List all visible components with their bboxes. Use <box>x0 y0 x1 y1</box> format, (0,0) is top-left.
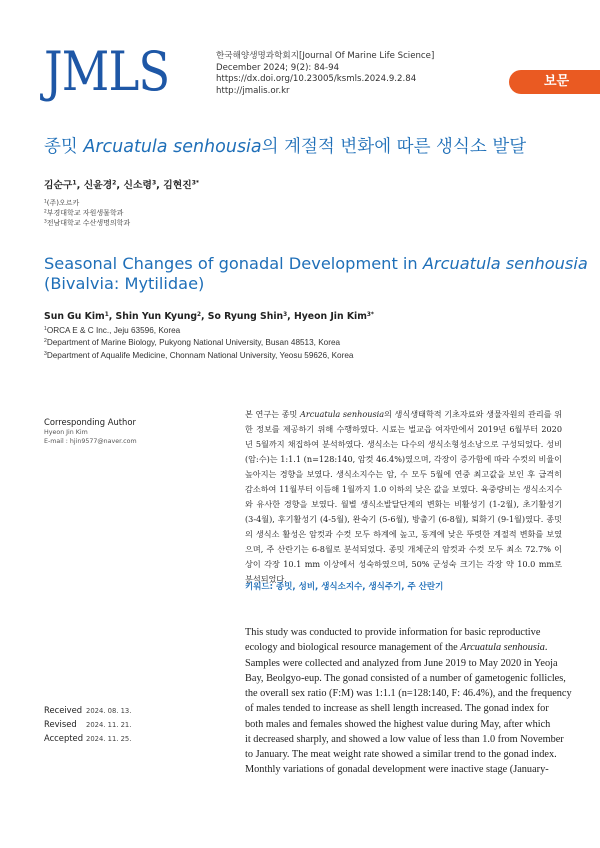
english-authors: Sun Gu Kim$^1$, Shin Yun Kyung$^2$, So Ryung Shin$^3$, Hyeon Jin Kim$^{3*}$ <box>44 311 374 322</box>
author-sup: 2 <box>112 179 117 187</box>
abstract-line: Samples were collected and analyzed from June 2019 to May 2020 in Yeoja <box>245 657 558 669</box>
journal-url-link[interactable]: http://jmalis.or.kr <box>216 85 290 96</box>
author-name: 신윤경 <box>83 180 113 191</box>
abstract-line: both males and females showed the highest value during May, after which <box>245 718 551 730</box>
corresponding-title: Corresponding Author <box>44 417 136 427</box>
abstract-line: Bay, Beolgyo-eup. The gonad consisted of a number of gametogenic follicles, <box>245 672 566 684</box>
english-title-species: Arcuatula senhousia <box>422 254 588 273</box>
author-name: 신소령 <box>123 180 152 191</box>
korean-title-species: Arcuatula senhousia <box>83 137 262 157</box>
author-sup: 3 <box>283 311 288 318</box>
article-type-badge: 보문 <box>509 70 600 94</box>
abstract-species: Arcuatula senhousia <box>460 642 545 654</box>
abstract-line: of males tended to increase as shell length increased. The gonad index for <box>245 703 549 715</box>
author-name: 김순구 <box>44 180 73 191</box>
author-name: 김현진 <box>163 180 192 191</box>
korean-title-suffix: 의 계절적 변화에 따른 생식소 발달 <box>261 137 527 157</box>
abstract-line: the overall sex ratio (F:M) was 1:1.1 (n=128:140, F: 46.4%), and the frequency <box>245 688 572 699</box>
affiliation-line: $^3$Department of Aqualife Medicine, Chonnam National University, Yeosu 59626, Korea <box>44 350 354 360</box>
affiliation-line: $^1$(주)오르카 <box>44 199 80 207</box>
accepted-date: Accepted 2024. 11. 25. <box>44 733 132 743</box>
author-sup: 1 <box>72 179 77 187</box>
affiliation-line: $^3$전남대학교 수산생명의학과 <box>44 219 131 227</box>
english-title-line2: (Bivalvia: Mytilidae) <box>44 274 205 293</box>
korean-affiliations <box>44 198 344 228</box>
received-date: Received 2024. 08. 13. <box>44 705 132 715</box>
corresponding-email[interactable]: E-mail : hjin9577@naver.com <box>44 438 137 445</box>
abstract-line: Monthly variations of gonadal development were inactive stage (January- <box>245 764 549 776</box>
author-sup: 1 <box>104 311 109 318</box>
affiliation-line: $^2$Department of Marine Biology, Pukyong National University, Busan 48513, Korea <box>44 338 341 348</box>
journal-issue: December 2024; 9(2): 84-94 <box>216 62 340 73</box>
abstract-line: This study was conducted to provide information for basic reproductive <box>245 627 541 638</box>
corresponding-name: Hyeon Jin Kim <box>44 429 88 436</box>
journal-info <box>216 51 496 97</box>
english-title <box>44 254 588 294</box>
korean-authors: 김순구$^1$, 신윤경$^2$, 신소령$^3$, 김현진$^{3*}$ <box>44 179 200 191</box>
abstract-line: ecology and biological resource management of the Arcuatula senhousia. <box>245 642 548 654</box>
abstract-line: to January. The meat weight rate showed a similar trend to the gonad index. <box>245 749 557 760</box>
journal-logo: JMLS <box>44 40 170 103</box>
journal-name: 한국해양생명과학회지[Journal Of Marine Life Science] <box>216 51 435 61</box>
author-name: Hyeon Jin Kim <box>293 311 367 322</box>
author-name: Sun Gu Kim <box>44 311 105 322</box>
author-sup: 2 <box>196 311 201 318</box>
abstract-species: Arcuatula senhousia <box>299 409 385 419</box>
affiliation-line: $^1$ORCA E & C Inc., Jeju 63596, Korea <box>44 326 181 335</box>
english-affiliations <box>44 325 353 362</box>
korean-abstract: 본 연구는 종밋 Arcuatula senhousia의 생식생태학적 기초자료와 생물자원의 관리를 위한 정보를 제공하기 위해 수행하였다. 시료는 벌교읍 여자만에서 2019년 6월부터 2020년 5월까지 채집하여 분석하였다. 생식소는 다수의 생식소형성소낭으로 구성되었다. 성비 (암:수)는 1:1.1 (n=128:140, 암컷 46.4%)였으며, 각장이 증가함에 따라 수컷의 비율이 높아지는 경향을 보였다. 생식소지수는 암, 수 모두 5월에 연중 최고값을 보인 후 급격히 감소하여 11월부터 이듬해 1월까지 1.0 이하의 낮은 값을 보였다. 육중량비는 생식소지수와 유사한 경향을 보였다. 월별 생식소발달단계의 변화는 비활성기 (1-2월), 초기활성기 (3-4월), 후기활성기 (4-5월), 완숙기 (5-6월), 방출기 (6-8월), 퇴화기 (9-1월)였다. 종밋의 생식소 활성은 암컷과 수컷 모두 하계에 높고, 동계에 낮은 뚜렷한 계절적 변화를 보였으며, 주 산란기는 6-8월로 분석되었다. 종밋 개체군의 암컷과 수컷 모두 최소 72.7% 이상이 각장 10.1 mm 이상에서 성숙하였으며, 50% 군성숙 크기는 각장 약 10.0 mm로 분석되었다. <box>245 409 562 584</box>
english-abstract <box>245 625 572 778</box>
abstract-line: it decreased sharply, and showed a low value of less than 1.0 from November <box>245 733 564 745</box>
author-name: So Ryung Shin <box>207 311 284 322</box>
korean-title-prefix: 종밋 <box>44 137 84 157</box>
article-dates <box>44 704 224 746</box>
author-sup: 3 <box>151 179 157 187</box>
english-title-line1: Seasonal Changes of gonadal Development in Arcuatula senhousia <box>44 254 588 273</box>
author-sup: 3* <box>191 179 200 187</box>
korean-keywords: 키워드: 종밋, 성비, 생식소지수, 생식주기, 주 산란기 <box>245 582 444 592</box>
doi-link[interactable]: https://dx.doi.org/10.23005/ksmls.2024.9.2.84 <box>216 74 417 85</box>
corresponding-author <box>44 417 224 446</box>
korean-title <box>44 136 526 158</box>
author-sup: 3* <box>366 311 374 318</box>
revised-date: Revised 2024. 11. 21. <box>44 719 132 729</box>
affiliation-line: $^2$부경대학교 자원생물학과 <box>44 209 124 217</box>
author-name: Shin Yun Kyung <box>115 311 197 322</box>
